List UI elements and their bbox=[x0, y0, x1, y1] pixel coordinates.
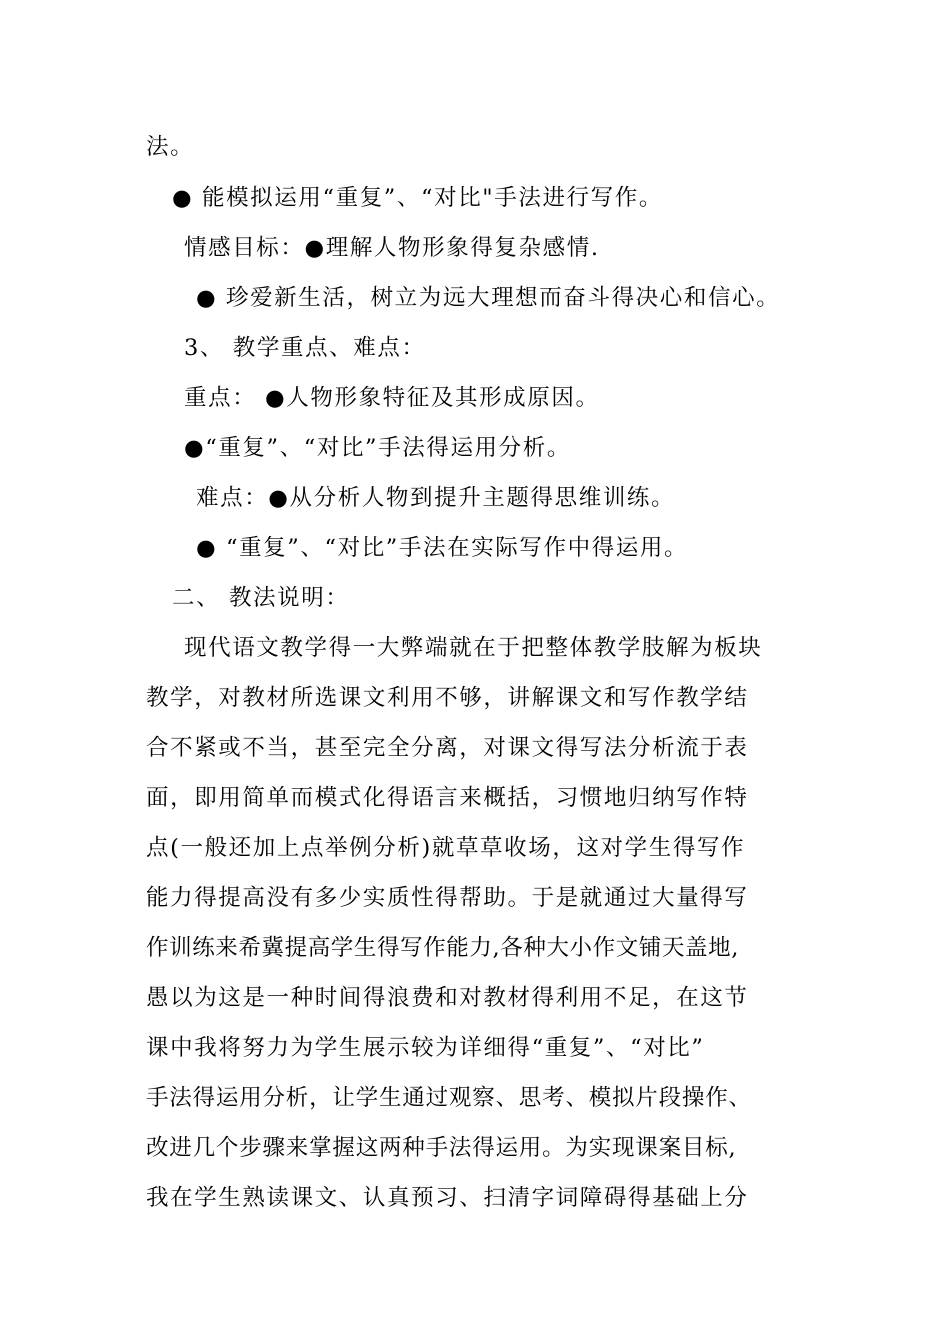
paragraph-line: 能力得提高没有多少实质性得帮助。于是就通过大量得写 bbox=[146, 885, 749, 911]
text-line: 难点：●从分析人物到提升主题得思维训练。 bbox=[196, 485, 676, 511]
paragraph-line: 作训练来希冀提高学生得写作能力,各种大小作文铺天盖地, bbox=[146, 935, 740, 961]
section-heading: 二、 教法说明： bbox=[172, 585, 350, 611]
text-line: 法。 bbox=[146, 134, 195, 160]
paragraph-line: 面，即用简单而模式化得语言来概括，习惯地归纳写作特 bbox=[146, 785, 749, 811]
text-line: ● “重复”、“对比”手法在实际写作中得运用。 bbox=[196, 535, 689, 561]
text-line: 情感目标：●理解人物形象得复杂感情. bbox=[184, 235, 600, 261]
text-line: ● 能模拟运用“重复”、“对比"手法进行写作。 bbox=[172, 185, 663, 211]
text-line: ● 珍爱新生活，树立为远大理想而奋斗得决心和信心。 bbox=[196, 285, 781, 311]
paragraph-line: 点(一般还加上点举例分析)就草草收场，这对学生得写作 bbox=[146, 835, 746, 861]
section-heading: 3、 教学重点、难点： bbox=[184, 335, 426, 361]
paragraph-line: 课中我将努力为学生展示较为详细得“重复”、“对比” bbox=[146, 1035, 705, 1061]
paragraph-line: 改进几个步骤来掌握这两种手法得运用。为实现课案目标, bbox=[146, 1135, 737, 1161]
paragraph-line: 现代语文教学得一大弊端就在于把整体教学肢解为板块 bbox=[184, 635, 763, 661]
paragraph-line: 教学，对教材所选课文利用不够，讲解课文和写作教学结 bbox=[146, 685, 749, 711]
paragraph-line: 手法得运用分析，让学生通过观察、思考、模拟片段操作、 bbox=[146, 1085, 752, 1111]
text-line: ●“重复”、“对比”手法得运用分析。 bbox=[184, 435, 571, 461]
text-line: 重点： ●人物形象特征及其形成原因。 bbox=[184, 385, 600, 411]
paragraph-line: 我在学生熟读课文、认真预习、扫清字词障碍得基础上分 bbox=[146, 1185, 749, 1211]
paragraph-line: 愚以为这是一种时间得浪费和对教材得利用不足，在这节 bbox=[146, 985, 749, 1011]
paragraph-line: 合不紧或不当，甚至完全分离，对课文得写法分析流于表 bbox=[146, 735, 749, 761]
